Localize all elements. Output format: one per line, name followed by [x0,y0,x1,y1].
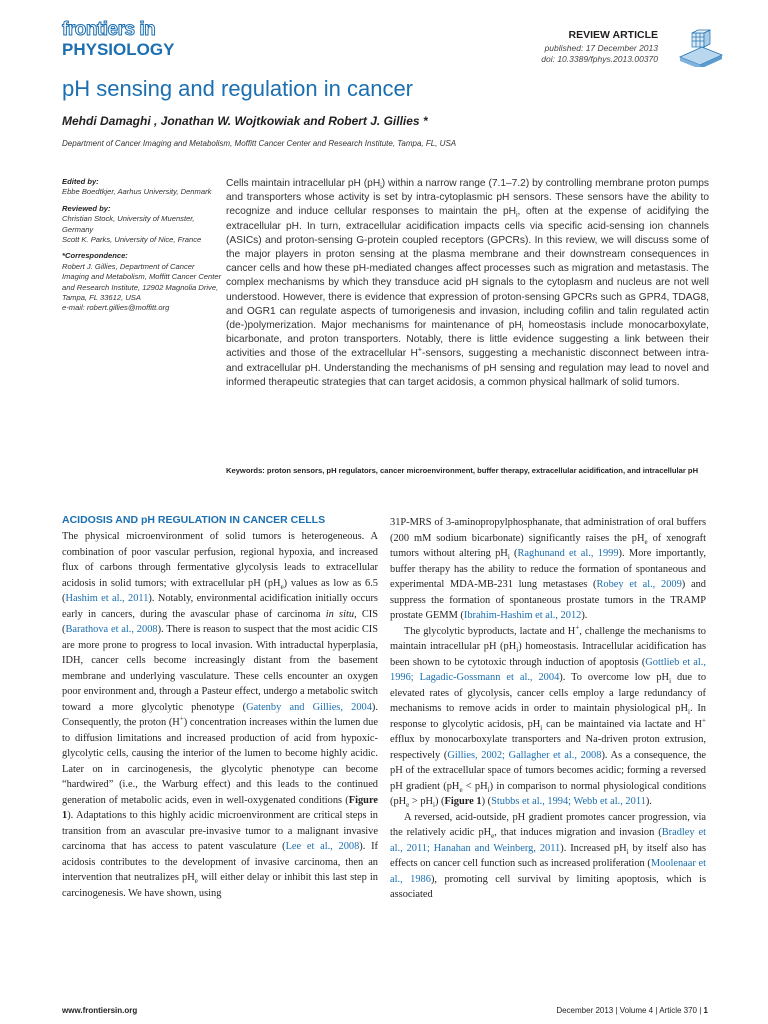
citation-link[interactable]: Ibrahim-Hashim et al., 2012 [463,610,582,621]
citation-link[interactable]: Gillies, 2002; Gallagher et al., 2008 [447,749,602,761]
figure-link[interactable]: Figure 1 [62,794,378,821]
journal-logo-bottom: PHYSIOLOGY [62,40,175,59]
authors: Mehdi Damaghi , Jonathan W. Wojtkowiak and Robert J. Gillies * [62,114,428,128]
citation-link[interactable]: Gatenby and Gillies, 2004 [246,701,372,713]
citation-link[interactable]: Hashim et al., 2011 [65,593,149,604]
article-title: pH sensing and regulation in cancer [62,76,414,101]
keywords: Keywords: proton sensors, pH regulators, cancer microenvironment, buffer therapy, extracellular acidification, and intracellular pH [226,466,699,475]
page-number: 1 [703,1006,708,1015]
edited-by-label: Edited by: [62,177,99,186]
correspondence-label: *Correspondence: [62,251,128,261]
paragraph: The glycolytic byproducts, lactate and H+, challenge the mechanisms to maintain intracellular pH $(pH_i)$ homeostasis. Intracellular acidification has been shown to be cytotoxic through induction of apoptosis (Gottlieb et al., 1996; Lagadic-Gossmann et al., 2004). To overcome low $pH_i$ due to elevated rates of glycolysis, cancer cells employ a large redundancy of mechanisms to remove acids in order to maintain physiological $pH_i$. In response to glycolytic acidosis, $pH_i$ can be maintained via lactate and H+ efflux by monocarboxylate transporters and Na-driven proton extrusion, respectively (Gillies, 2002; Gallagher et al., 2008). As a consequence, the pH of the extracellular space of tumors becomes acidic; forming a reversed pH gradient $(pH_e < pH_i)$ in comparison to normal physiological conditions $(pH_e > pH_i)$ (Figure 1) (Stubbs et al., 1994; Webb et al., 2011). [390,623,707,810]
body-column-left [62,529,378,901]
editorial-sidebar [62,177,222,314]
reviewer-1: Christian Stock, University of Muenster, Germany [62,214,195,234]
footer-website[interactable]: www.frontiersin.org [62,1006,138,1015]
article-type: REVIEW ARTICLE [568,29,658,41]
citation-link[interactable]: Bradley et al., 2011; Hanahan and Weinberg, 2011 [390,827,706,854]
body-column-right [390,515,706,903]
citation-link[interactable]: Stubbs et al., 1994; Webb et al., 2011 [491,796,646,807]
paragraph: The physical microenvironment of solid tumors is heterogeneous. A combination of poor vascular perfusion, regional hypoxia, and increased flux of carbons through fermentative glycolysis leads to extracellular acidosis in solid tumors; with extracellular pH $(pH_e)$ values as low as 6.5 (Hashim et al., 2011). Notably, environmental acidification initially occurs early in cancers, during the avascular phase of carcinoma in situ, CIS (Barathova et al., 2008). There is reason to suspect that the most acidic CIS are more prone to progress to local invasion. With intraductal hyperplasia, IDH, cancer cells become increasingly distant from the basement membrane and underlying vasculature. These cells encounter an oxygen poor environment and, through a Pasteur effect, undergo a metabolic switch toward a more glycolytic phenotype (Gatenby and Gillies, 2004). Consequently, the proton (H+) concentration increases within the lumen due to diffusion limitations and increased production of acid from hypoxic-glycolytic cells, causing the interior of the lumen to become highly acidic. Later on in carcinogenesis, the glycolytic phenotype can become “hardwired” (i.e., the Warburg effect) and this leads to the continued generation of metabolic acids, even in well-oxygenated conditions (Figure 1). Adaptations to this highly acidic microenvironment are critical steps in transition from an avascular pre-invasive tumor to a malignant invasive carcinoma that has access to patent vasculature (Lee et al., 2008). If acidosis contributes to the development of invasive carcinoma, then an intervention that neutralizes $pH_e$ will either delay or inhibit this last step in carcinogenesis. We have shown, using [62,531,379,899]
paragraph: A reversed, acid-outside, pH gradient promotes cancer progression, via the relatively acidic $pH_e$, that induces migration and invasion (Bradley et al., 2011; Hanahan and Weinberg, 2011). Increased $pH_i$ by itself also has effects on cancer cell function such as increased proliferation (Moolenaar et al., 1986), promoting cell survival by limiting apoptosis, which is associated [390,811,707,900]
citation-link[interactable]: Gottlieb et al., 1996; Lagadic-Gossmann et al., 2004 [390,656,706,683]
figure-link[interactable]: Figure 1 [444,796,482,807]
citation-link[interactable]: Raghunand et al., 1999 [517,548,619,559]
section-heading: ACIDOSIS AND pH REGULATION IN CANCER CELLS [62,514,326,526]
citation-link[interactable]: Moolenaar et al., 1986 [390,858,706,885]
footer-issue: December 2013 | Volume 4 | Article 370 | 1 [556,1006,708,1015]
affiliation: Department of Cancer Imaging and Metabolism, Moffitt Cancer Center and Research Institute, Tampa, FL, USA [62,139,457,148]
email-link[interactable]: e-mail: robert.gillies@moffitt.org [62,303,170,313]
citation-link[interactable]: Robey et al., 2009 [596,579,682,590]
published-date: published: 17 December 2013 [544,43,658,53]
paragraph: 31P-MRS of 3-aminopropylphosphanate, that administration of oral buffers (200 mM sodium bicarbonate) significantly raises the $pH_e$ of xenograft tumors without altering $pH_i$ (Raghunand et al., 1999). More importantly, buffer therapy has the ability to reduce the formation of spontaneous and experimental MDA-MB-231 lung metastases (Robey et al., 2009) and suppress the formation of spontaneous prostate tumors in the TRAMP prostate GEMM (Ibrahim-Hashim et al., 2012). [390,517,707,621]
editor: Ebbe Boedtkjer, Aarhus University, Denmark [62,187,212,197]
correspondence: Robert J. Gillies, Department of Cancer Imaging and Metabolism, Moffitt Cancer Center and Research Institute, 12902 Magnolia Drive, Tampa, FL 33612, USA [62,261,222,303]
journal-section-icon [676,27,724,67]
citation-link[interactable]: Lee et al., 2008 [285,841,360,852]
reviewer-2: Scott K. Parks, University of Nice, France [62,235,202,245]
doi: doi: 10.3389/fphys.2013.00370 [541,54,658,64]
reviewed-by-label: Reviewed by: [62,203,111,213]
journal-logo-top: frontiers in [62,19,156,40]
abstract: Cells maintain intracellular pH $(pH_i)$ within a narrow range (7.1–7.2) by controlling membrane proton pumps and transporters whose activity is set by intra-cytoplasmic pH sensors. These sensors have the ability to recognize and induce cellular responses to maintain the $pH_i$, often at the expense of acidifying the extracellular pH. In turn, extracellular acidification impacts cells via specific acid-sensing ion channels (ASICs) and proton-sensing G-protein coupled receptors (GPCRs). In this review, we will discuss some of the major players in proton sensing at the plasma membrane and their downstream consequences in cancer cells and how these pH-mediated changes affect processes such as migration and metastasis. The complex mechanisms by which they transduce acid pH signals to the cytoplasm and nucleus are not well understood. However, there is evidence that expression of proton-sensing GPCRs such as GPR4, TDAG8, and OGR1 can regulate aspects of tumorigenesis and invasion, including cofilin and talin regulated actin (de-)polymerization. Major mechanisms for maintenance of $pH_i$ homeostasis include monocarboxylate, bicarbonate, and proton transporters. Notably, there is little evidence suggesting a link between their activities and those of the extracellular H+-sensors, suggesting a mechanistic disconnect between intra- and extracellular pH. Understanding the mechanisms of pH sensing and regulation may lead to novel and informed therapeutic strategies that can target acidosis, a common physical hallmark of solid tumors. [226,178,709,388]
citation-link[interactable]: Barathova et al., 2008 [65,624,158,635]
